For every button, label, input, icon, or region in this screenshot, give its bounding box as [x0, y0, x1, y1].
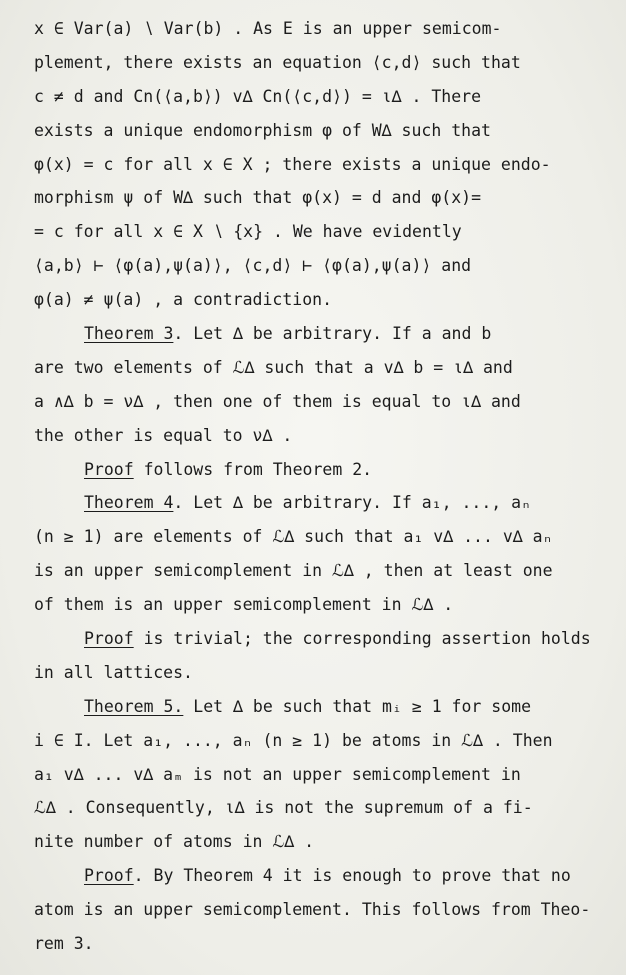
text-span: is trivial; the corresponding assertion holds — [133, 629, 591, 649]
text-line: nite number of atoms in ℒ∆ . — [34, 832, 315, 852]
text-line: ℒ∆ . Consequently, ι∆ is not the supremum of a fi- — [34, 798, 533, 818]
theorem-line — [34, 690, 604, 724]
text-line: exists a unique endomorphism φ of W∆ such that — [34, 120, 491, 140]
text-line: x ∈ Var(a) ∖ Var(b) . As E is an upper semicom- — [34, 19, 502, 38]
proof-4-title: Proof — [84, 629, 134, 649]
text-line: φ(a) ≠ ψ(a) , a contradiction. — [34, 290, 333, 310]
theorem-5-title: Theorem 5. — [84, 696, 184, 716]
text-line: plement, there exists an equation ⟨c,d⟩ such that — [34, 52, 521, 72]
text-line: i ∈ I. Let a₁, ..., aₙ (n ≥ 1) be atoms in ℒ∆ . Then — [34, 730, 553, 750]
text-span: follows from Theorem 2. — [133, 459, 373, 479]
text-line: the other is equal to ν∆ . — [34, 425, 293, 445]
text-line: a ∧∆ b = ν∆ , then one of them is equal to ι∆ and — [34, 391, 521, 411]
text-span: . Let ∆ be arbitrary. If a₁, ..., aₙ — [173, 493, 532, 513]
text-line: of them is an upper semicomplement in ℒ∆ . — [34, 595, 454, 615]
text-line: φ(x) = c for all x ∈ X ; there exists a unique endo- — [34, 154, 551, 174]
proof-3-title: Proof — [84, 459, 134, 479]
text-line: a₁ v∆ ... v∆ aₘ is not an upper semicomplement in — [34, 764, 521, 784]
proof-3 — [34, 453, 604, 487]
theorem-5 — [34, 690, 604, 859]
text-span: . By Theorem 4 it is enough to prove that no — [133, 866, 571, 886]
proof-5-title: Proof — [84, 866, 134, 886]
text-line: are two elements of ℒ∆ such that a v∆ b = ι∆ and — [34, 357, 513, 377]
proof-line — [34, 453, 604, 487]
text-span: . Let ∆ be arbitrary. If a and b — [173, 324, 492, 344]
text-line: (n ≥ 1) are elements of ℒ∆ such that a₁ v∆ ... v∆ aₙ — [34, 527, 553, 547]
text-line: rem 3. — [34, 934, 94, 954]
theorem-4 — [34, 486, 604, 622]
text-line: is an upper semicomplement in ℒ∆ , then at least one — [34, 561, 553, 581]
theorem-line — [34, 486, 604, 520]
theorem-3 — [34, 317, 604, 453]
text-span: Let ∆ be such that mᵢ ≥ 1 for some — [183, 696, 532, 716]
text-line: in all lattices. — [34, 662, 193, 682]
theorem-3-title: Theorem 3 — [84, 324, 174, 344]
theorem-4-title: Theorem 4 — [84, 493, 174, 513]
proof-line — [34, 859, 604, 893]
proof-line — [34, 622, 604, 656]
proof-5 — [34, 859, 604, 961]
text-line: ⟨a,b⟩ ⊢ ⟨φ(a),ψ(a)⟩, ⟨c,d⟩ ⊢ ⟨φ(a),ψ(a)⟩ and — [34, 256, 472, 276]
text-line: = c for all x ∈ X ∖ {x} . We have evidently — [34, 222, 462, 242]
text-line: c ≠ d and Cn(⟨a,b⟩) v∆ Cn(⟨c,d⟩) = ι∆ . There — [34, 86, 482, 106]
typed-text-column — [34, 12, 604, 961]
text-line: morphism ψ of W∆ such that φ(x) = d and φ(x)= — [34, 188, 482, 208]
proof-4 — [34, 622, 604, 690]
theorem-line — [34, 317, 604, 351]
paragraph-proof-continuation — [34, 12, 604, 317]
text-line: atom is an upper semicomplement. This follows from Theo- — [34, 900, 591, 920]
